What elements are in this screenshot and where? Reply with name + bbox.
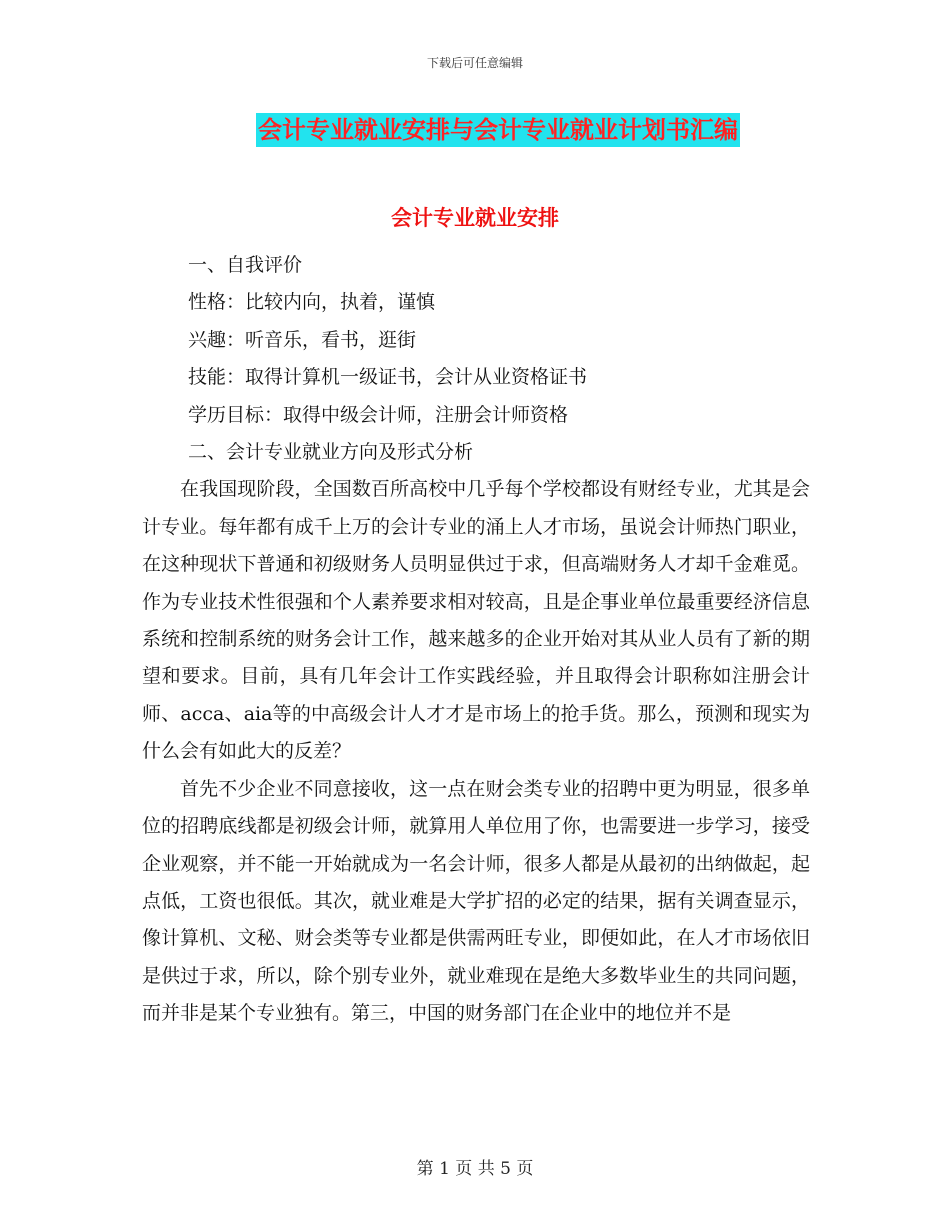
body-paragraph: 在我国现阶段，全国数百所高校中几乎每个学校都设有财经专业，尤其是会计专业。每年都有成千上万的会计专业的涌上人才市场，虽说会计师热门职业，在这种现状下普通和初级财务人员明显供过于求，但高端财务人才却千金难觅。作为专业技术性很强和个人素养要求相对较高，且是企事业单位最重要经济信息系统和控制系统的财务会计工作，越来越多的企业开始对其从业人员有了新的期望和要求。目前，具有几年会计工作实践经验，并且取得会计职称如注册会计师、acca、aia等的中高级会计人才才是市场上的抢手货。那么，预测和现实为什么会有如此大的反差？ <box>142 478 810 763</box>
document-title: 会计专业就业安排与会计专业就业计划书汇编 <box>256 113 740 147</box>
list-item: 性格：比较内向，执着，谨慎 <box>188 291 436 314</box>
section-title: 会计专业就业安排 <box>391 206 559 230</box>
body-paragraph: 首先不少企业不同意接收，这一点在财会类专业的招聘中更为明显，很多单位的招聘底线都是初级会计师，就算用人单位用了你，也需要进一步学习，接受企业观察，并不能一开始就成为一名会计师，很多人都是从最初的出纳做起，起点低，工资也很低。其次，就业难是大学扩招的必定的结果，据有关调查显示，像计算机、文秘、财会类等专业都是供需两旺专业，即便如此，在人才市场依旧是供过于求，所以，除个别专业外，就业难现在是绝大多数毕业生的共同问题，而并非是某个专业独有。第三，中国的财务部门在企业中的地位并不是 <box>142 777 810 1025</box>
document-title-container <box>0 113 950 147</box>
document-body <box>142 247 810 1033</box>
list-item: 二、会计专业就业方向及形式分析 <box>188 441 474 464</box>
header-note: 下载后可任意编辑 <box>426 56 523 70</box>
list-item: 技能：取得计算机一级证书，会计从业资格证书 <box>188 366 588 389</box>
list-item: 兴趣：听音乐，看书，逛街 <box>188 328 417 351</box>
list-item: 学历目标：取得中级会计师，注册会计师资格 <box>188 403 569 426</box>
page-number: 第 1 页 共 5 页 <box>416 1159 534 1179</box>
list-item: 一、自我评价 <box>188 254 303 276</box>
